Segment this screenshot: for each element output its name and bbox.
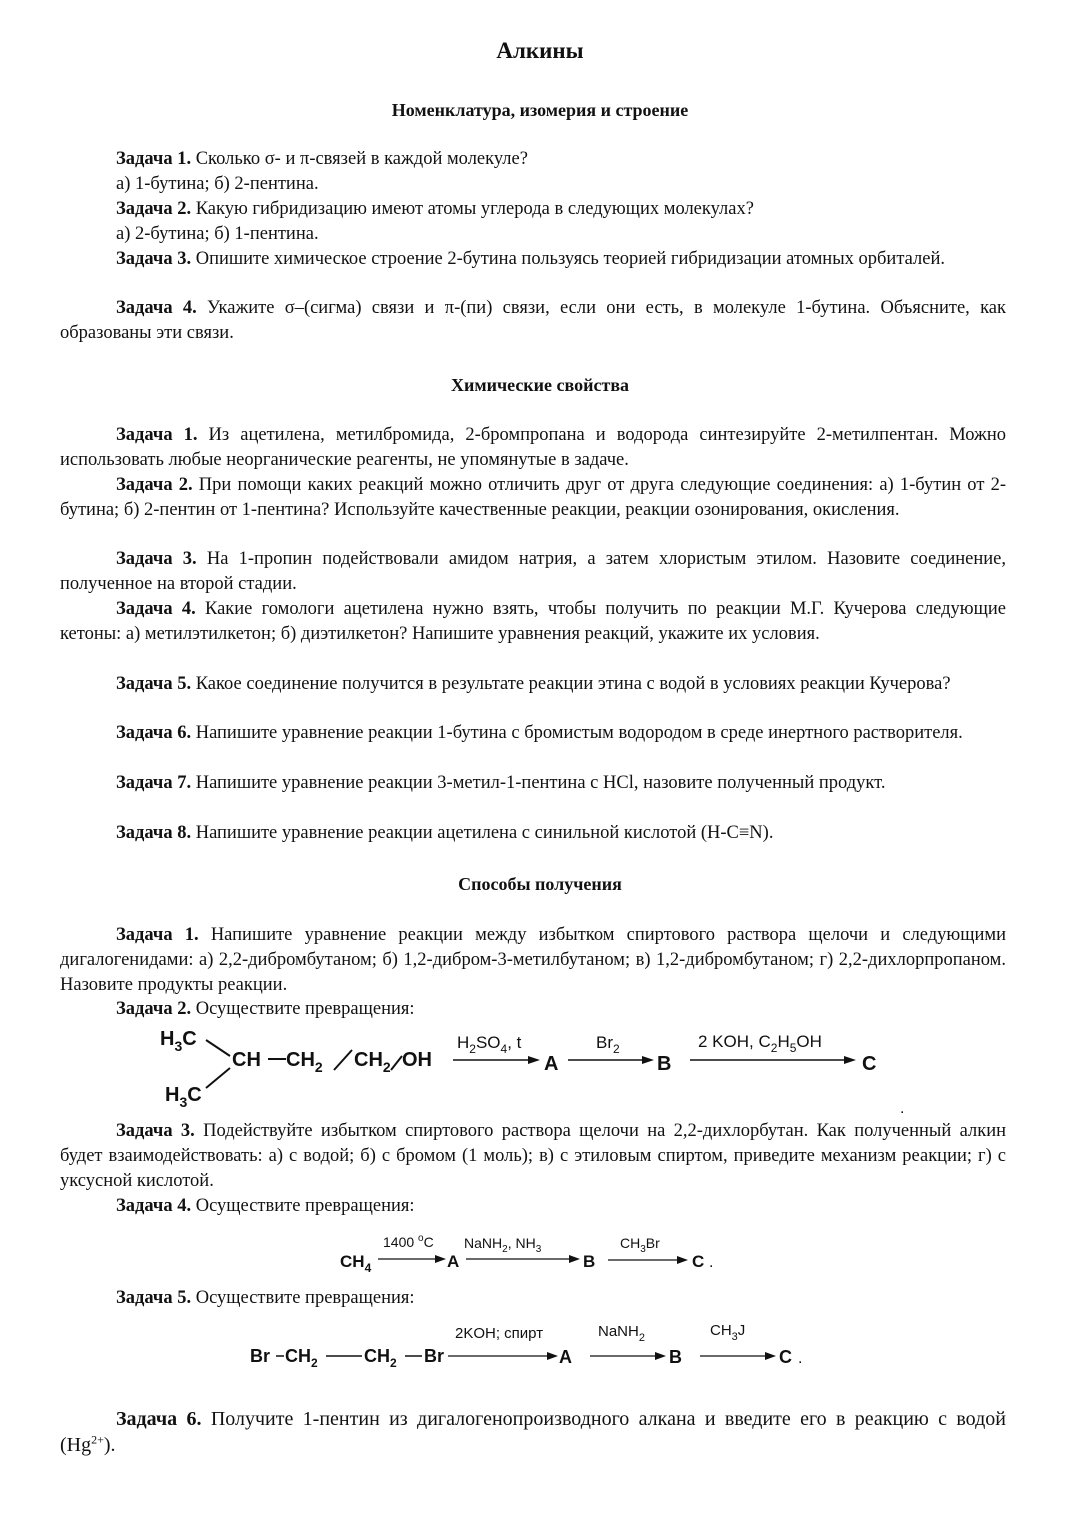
task-paragraph: а) 2-бутина; б) 1-пентина. (116, 224, 319, 244)
task-paragraph: Задача 1. Напишите уравнение реакции между избытком спиртового раствора щелочи и следующими дигалогенидами: а) 2,2-дибромбутаном; б) 1,2-дибром-3-метилбутаном; в) 1,2-дибромбутаном; г) 2,2-дихлорпропаном. Назовите продукты реакции. (60, 925, 1006, 995)
svg-text:CH2: $CH_2$ (285, 1346, 318, 1370)
svg-text:OH: OH (402, 1049, 432, 1071)
task-paragraph: Задача 2. Какую гибридизацию имеют атомы углерода в следующих молекулах? (116, 199, 754, 219)
svg-text:H2SO4, t: $H_2SO_4$, t (457, 1033, 522, 1056)
svg-text:A: A (544, 1053, 559, 1075)
task-paragraph: Задача 1. Сколько σ- и π-связей в каждой молекуле? (116, 149, 528, 169)
svg-text:CH2: $CH_2$ (364, 1346, 397, 1370)
task-paragraph: Задача 4. Какие гомологи ацетилена нужно взять, чтобы получить по реакции М.Г. Кучерова следующие кетоны: а) метилэтилкетон; б) диэтилкетон? Напишите уравнения реакций, укажите их условия. (60, 599, 1006, 644)
svg-text:CH2: $CH_2$ (354, 1049, 391, 1075)
task-paragraph: Задача 3. Подействуйте избытком спиртового раствора щелочи на 2,2-дихлорбутан. Как полученный алкин будет взаимодействовать: а) с водой; б) с бромом (1 моль); в) с этиловым спиртом, приведите механизм реакции; г) с уксусной кислотой. (60, 1121, 1006, 1191)
section-heading-preparation: Способы получения (458, 874, 622, 894)
svg-text:2KOH; спирт: 2KOH; спирт (455, 1325, 544, 1342)
svg-text:Br: Br (424, 1346, 445, 1366)
svg-text:NaNH2, NH3: NaNH$_2$, $NH_3$ (464, 1235, 542, 1255)
task-paragraph: Задача 3. Опишите химическое строение 2-бутина пользуясь теорией гибридизации атомных орбиталей. (116, 249, 945, 269)
svg-text:C: C (692, 1252, 705, 1271)
svg-text:B: B (583, 1252, 596, 1271)
task-paragraph: Задача 4. Осуществите превращения: (116, 1196, 415, 1216)
section-heading-chemical-properties: Химические свойства (450, 375, 630, 395)
svg-text:B: B (657, 1053, 672, 1075)
svg-text:1400 oC: 1400 $^o$C (383, 1233, 434, 1250)
task-paragraph: а) 1-бутина; б) 2-пентина. (116, 174, 319, 194)
task-paragraph: Задача 1. Из ацетилена, метилбромида, 2-бромпропана и водорода синтезируйте 2-метилпентан. Можно использовать любые неорганические реагенты, не упомянутые в задаче. (60, 425, 1006, 470)
svg-text:CH4: $CH_4$ (340, 1252, 372, 1275)
task-paragraph: Задача 6. Напишите уравнение реакции 1-бутина с бромистым водородом в среде инертного растворителя. (116, 723, 963, 743)
svg-text:NaNH2: NaNH$_2$ (598, 1323, 645, 1344)
svg-text:CH3J: $CH_3J$ (710, 1322, 746, 1343)
task-paragraph: Задача 4. Укажите σ–(сигма) связи и π-(пи) связи, если они есть, в молекуле 1-бутина. Объясните, как образованы эти связи. (60, 298, 1006, 343)
svg-text:Br: Br (250, 1346, 271, 1366)
task-paragraph: Задача 7. Напишите уравнение реакции 3-метил-1-пентина с HCl, назовите полученный продукт. (116, 773, 886, 793)
task-paragraph: Задача 5. Какое соединение получится в результате реакции этина с водой в условиях реакции Кучерова? (116, 674, 951, 694)
task-paragraph: Задача 2. При помощи каких реакций можно отличить друг от друга следующие соединения: а) 1-бутин от 2-бутина; б) 2-пентин от 1-пентина? Используйте качественные реакции, реакции озонирования, окисления. (60, 475, 1006, 520)
svg-text:.: . (900, 1100, 905, 1117)
svg-text:B: B (669, 1347, 682, 1367)
page-title: Алкины (496, 38, 584, 63)
section-heading-nomenclature: Номенклатура, изомерия и строение (391, 100, 689, 120)
svg-text:2 KOH, C2H5OH: 2 KOH, $C_2H_5OH$ (698, 1032, 822, 1055)
svg-text:Br2: $Br_2$ (596, 1033, 620, 1056)
svg-text:C: C (862, 1053, 877, 1075)
svg-text:.: . (709, 1254, 714, 1271)
svg-text:A: A (559, 1347, 572, 1367)
task-paragraph: Задача 5. Осуществите превращения: (116, 1288, 415, 1308)
task-paragraph: Задача 3. На 1-пропин подействовали амидом натрия, а затем хлористым этилом. Назовите соединение, полученное на второй стадии. (60, 549, 1006, 594)
task-paragraph: Задача 6. Получите 1-пентин из дигалогенопроизводного алкана и введите его в реакцию с водой $(Hg^{2+})$. (60, 1408, 1006, 1456)
svg-text:H3C: $H_3C$ (165, 1084, 202, 1110)
svg-text:A: A (447, 1252, 460, 1271)
svg-text:.: . (798, 1350, 803, 1367)
svg-text:CH2: $CH_2$ (286, 1049, 323, 1075)
svg-text:CH3Br: $CH_3Br$ (620, 1235, 660, 1255)
svg-text:C: C (779, 1347, 792, 1367)
svg-text:CH: CH (232, 1049, 261, 1071)
task-paragraph: Задача 2. Осуществите превращения: (116, 999, 415, 1019)
task-paragraph: Задача 8. Напишите уравнение реакции ацетилена с синильной кислотой (H-C≡N). (116, 823, 774, 843)
svg-text:H3C: $H_3C$ (160, 1028, 197, 1054)
